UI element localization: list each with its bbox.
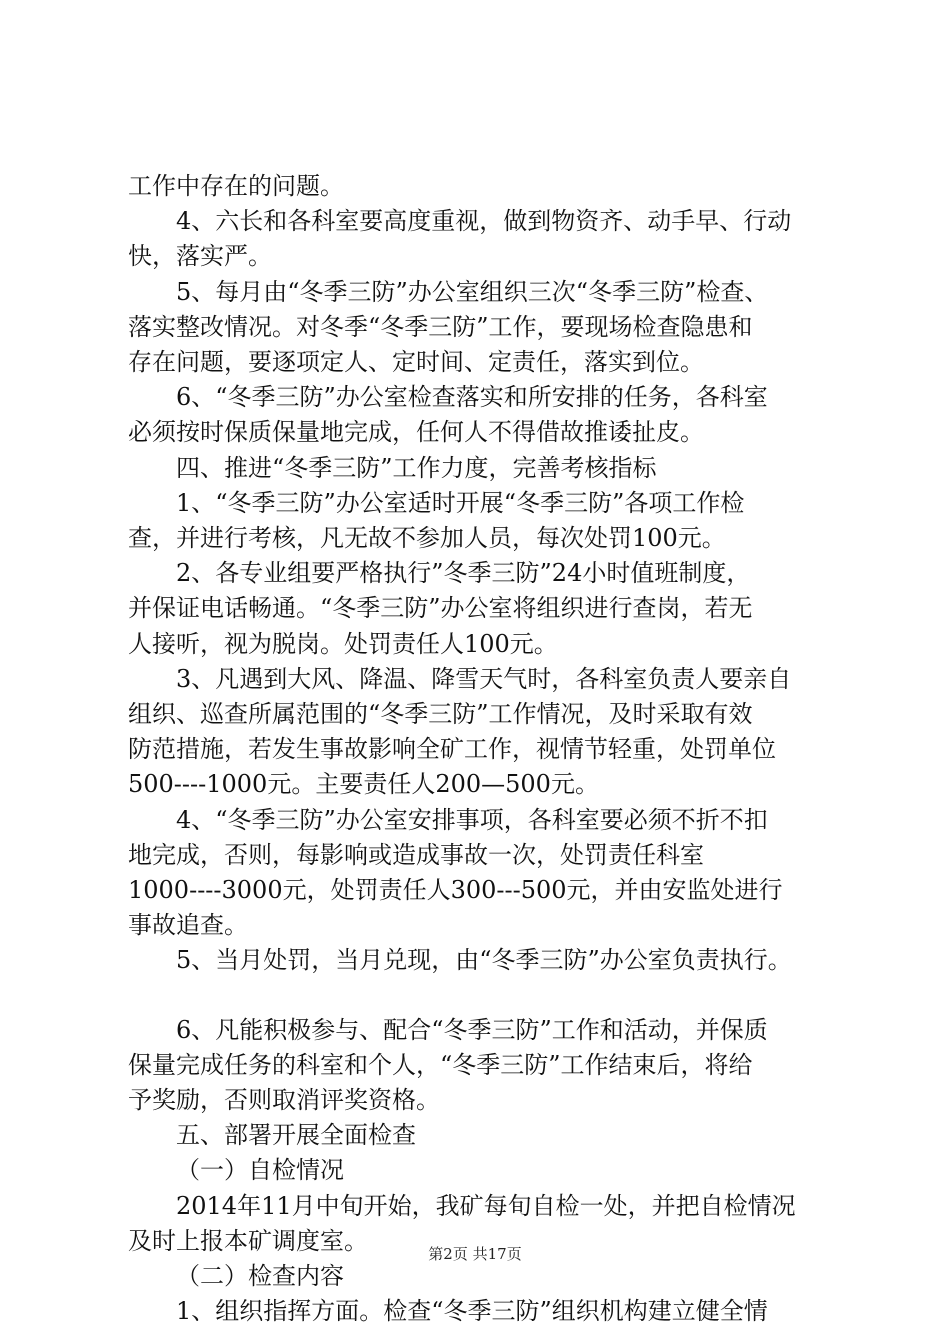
text-line: 5、当月处罚，当月兑现，由“冬季三防”办公室负责执行。 [176,946,792,974]
text-line: 1000----3000元，处罚责任人300---500元，并由安监处进行 [128,876,783,904]
text-line: 事故追查。 [128,911,248,939]
text-line: 及时上报本矿调度室。 [128,1227,368,1255]
text-line: 1、组织指挥方面。检查“冬季三防”组织机构建立健全情 [176,1297,768,1325]
text-line: 查，并进行考核，凡无故不参加人员，每次处罚100元。 [128,524,726,552]
text-line: 人接听，视为脱岗。处罚责任人100元。 [128,630,558,658]
text-line: 并保证电话畅通。“冬季三防”办公室将组织进行查岗，若无 [128,594,753,622]
text-line: 地完成，否则，每影响或造成事故一次，处罚责任科室 [128,841,704,869]
text-line: 必须按时保质保量地完成，任何人不得借故推诿扯皮。 [128,418,704,446]
text-line: 组织、巡查所属范围的“冬季三防”工作情况，及时采取有效 [128,700,753,728]
subsection-heading: （二）检查内容 [176,1262,344,1290]
text-line: 2、各专业组要严格执行”冬季三防”24小时值班制度， [176,559,751,587]
text-line: 落实整改情况。对冬季“冬季三防”工作，要现场检查隐患和 [128,313,753,341]
text-line: 3、凡遇到大风、降温、降雪天气时，各科室负责人要亲自 [176,665,792,693]
text-line: 存在问题，要逐项定人、定时间、定责任，落实到位。 [128,348,704,376]
subsection-heading: （一）自检情况 [176,1156,344,1184]
text-line: 1、“冬季三防”办公室适时开展“冬季三防”各项工作检 [176,489,745,517]
text-line: 保量完成任务的科室和个人，“冬季三防”工作结束后，将给 [128,1051,753,1079]
text-line: 4、六长和各科室要高度重视，做到物资齐、动手早、行动 [176,207,792,235]
text-line: 工作中存在的问题。 [128,172,344,200]
text-line: 5、每月由“冬季三防”办公室组织三次“冬季三防”检查、 [176,278,769,306]
text-line: 予奖励，否则取消评奖资格。 [128,1086,440,1114]
text-line: 防范措施，若发生事故影响全矿工作，视情节轻重，处罚单位 [128,735,776,763]
section-heading: 五、部署开展全面检查 [176,1121,416,1149]
text-line: 4、“冬季三防”办公室安排事项，各科室要必须不折不扣 [176,806,768,834]
section-heading: 四、推进“冬季三防”工作力度，完善考核指标 [176,454,657,482]
page-footer: 第2页 共17页 [428,1245,522,1263]
text-line: 6、凡能积极参与、配合“冬季三防”工作和活动，并保质 [176,1016,768,1044]
text-line: 2014年11月中旬开始，我矿每旬自检一处，并把自检情况 [176,1192,796,1220]
text-line: 500----1000元。主要责任人200—500元。 [128,770,599,798]
text-line: 快，落实严。 [128,242,272,270]
text-line: 6、“冬季三防”办公室检查落实和所安排的任务，各科室 [176,383,768,411]
